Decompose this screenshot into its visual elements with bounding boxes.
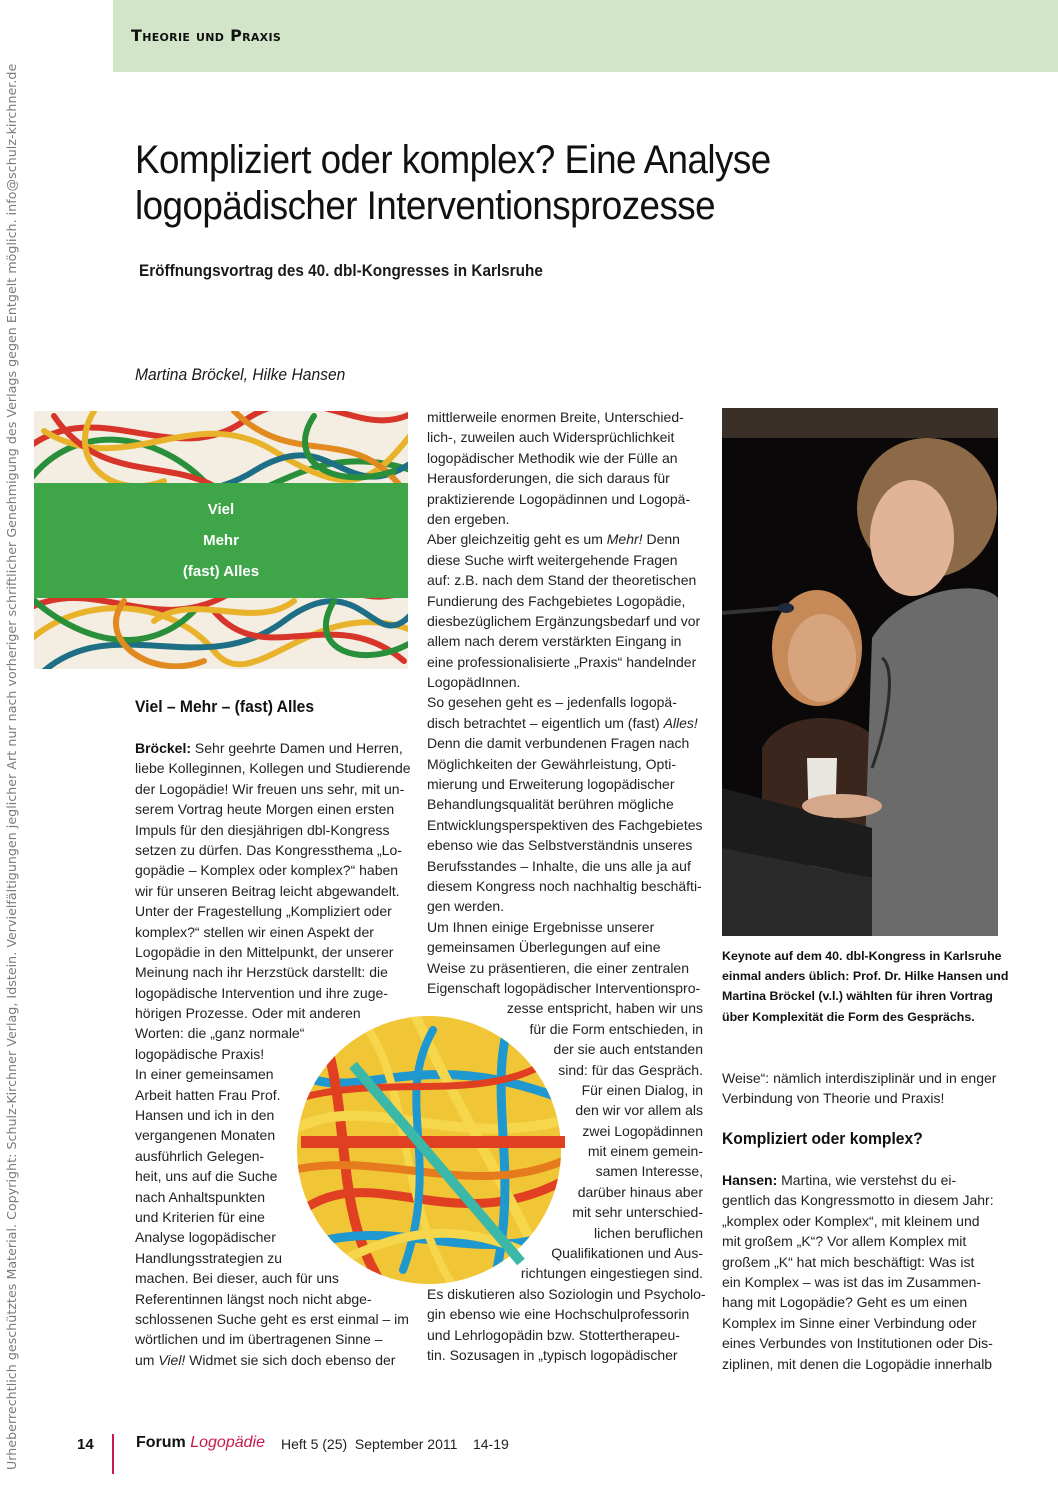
text-line: mierung und Erweiterung logopädischer bbox=[427, 776, 675, 793]
teaser-line: Viel bbox=[207, 501, 235, 518]
text-line: wir für unseren Beitrag leicht abgewandelt. bbox=[135, 882, 400, 899]
text-line: vergangenen Monaten bbox=[135, 1127, 276, 1144]
text-line: tin. Sozusagen in „typisch logopädischer bbox=[427, 1346, 678, 1363]
teaser-box bbox=[34, 483, 408, 598]
text-line: ein Komplex – was ist das im Zusammen- bbox=[722, 1273, 982, 1290]
text-line: logopädische Intervention und ihre zuge- bbox=[135, 984, 388, 1001]
text-line: Aber gleichzeitig geht es um Mehr! Denn bbox=[427, 531, 680, 548]
caption-line: über Komplexität die Form des Gesprächs. bbox=[722, 1009, 975, 1024]
emphasis: Viel! bbox=[158, 1351, 186, 1368]
journal-name: Forum Logopädie bbox=[136, 1434, 265, 1451]
text-line: Eigenschaft logopädischer Interventionspro- bbox=[427, 979, 701, 996]
text-line: ziplinen, mit denen die Logopädie innerhalb bbox=[722, 1355, 993, 1372]
text-line: Analyse logopädischer bbox=[135, 1229, 276, 1246]
section-heading-kompliziert-oder-komplex: Kompliziert oder komplex? bbox=[722, 1129, 923, 1148]
article-authors: Martina Bröckel, Hilke Hansen bbox=[135, 365, 346, 384]
text-line: Weise zu präsentieren, die einer zentralen bbox=[427, 959, 690, 976]
text-line: Für einen Dialog, in bbox=[581, 1081, 703, 1098]
issue-number: Heft 5 (25) bbox=[281, 1436, 348, 1452]
teaser-line: (fast) Alles bbox=[182, 563, 260, 580]
title-line: Kompliziert oder komplex? Eine Analyse bbox=[135, 138, 771, 182]
text-line: hang mit Logopädie? Geht es um einen bbox=[722, 1294, 968, 1311]
text-line: logopädische Praxis! bbox=[135, 1045, 265, 1062]
text-line: Qualifikationen und Aus- bbox=[551, 1245, 703, 1262]
copyright-notice: Urheberrechtlich geschütztes Material. Copyright: Schulz-Kirchner Verlag, Idstein. Vervielfältigungen jeglicher Art nur nach vorheriger schriftlicher Genehmigung des Verlags gegen Entgelt möglich. info@schulz-kirchner.de bbox=[4, 63, 19, 1470]
text-line: Fundierung des Fachgebietes Logopädie, bbox=[427, 592, 686, 609]
text-line: Logopädie in den Mittelpunkt, der unserer bbox=[135, 943, 394, 960]
text-line: den ergeben. bbox=[427, 510, 510, 527]
text-line: hörigen Prozesse. Oder mit anderen bbox=[135, 1005, 361, 1022]
text-line: der sie auch entstanden bbox=[553, 1041, 703, 1058]
text-line: diesbezüglichem Ergänzungsbedarf und vor bbox=[427, 612, 701, 629]
text-line: setzen zu dürfen. Das Kongressthema „Lo- bbox=[135, 841, 402, 858]
text-line: gemeinsamen Überlegungen auf eine bbox=[427, 939, 661, 956]
caption-line: einmal anders üblich: Prof. Dr. Hilke Hansen und bbox=[722, 969, 1009, 984]
text-line: diese Suche wirft weitergehende Fragen bbox=[427, 551, 678, 568]
text-line: logopädischer Methodik wie der Fülle an bbox=[427, 449, 678, 466]
text-line: praktizierende Logopädinnen und Logopä- bbox=[427, 490, 691, 507]
text-line: lichen beruflichen bbox=[594, 1224, 703, 1241]
footer-divider bbox=[112, 1434, 114, 1474]
text-line: mit sehr unterschied- bbox=[572, 1204, 703, 1221]
text-line: auf: z.B. nach dem Stand der theoretischen bbox=[427, 572, 697, 589]
text-line: Arbeit hatten Frau Prof. bbox=[135, 1086, 281, 1103]
text-line: Es diskutieren also Soziologin und Psycholo- bbox=[427, 1285, 706, 1302]
text-line: Um Ihnen einige Ergebnisse unserer bbox=[427, 918, 655, 935]
emphasis: Alles! bbox=[663, 714, 698, 731]
text-line: nach Anhaltspunkten bbox=[135, 1188, 265, 1205]
text-line: Entwicklungsperspektiven des Fachgebietes bbox=[427, 816, 703, 833]
page-number: 14 bbox=[77, 1436, 94, 1453]
caption-line: Martina Bröckel (v.l.) wählten für ihren Vortrag bbox=[722, 989, 993, 1004]
text-line: heit, uns auf die Suche bbox=[135, 1168, 278, 1185]
speaker-label: Hansen: bbox=[722, 1172, 778, 1188]
text-line: diesem Kongress noch nachhaltig beschäfti- bbox=[427, 877, 702, 894]
text-line: Weise“: nämlich interdisziplinär und in enger bbox=[722, 1070, 997, 1086]
text-line: ebenso wie das Selbstverständnis unseres bbox=[427, 837, 693, 854]
text-line: Berufsstandes – Inhalte, die uns alle ja auf bbox=[427, 857, 691, 874]
text-line: Komplex im Sinne einer Verbindung oder bbox=[722, 1314, 977, 1331]
text-line: der Logopädie! Wir freuen uns sehr, mit un- bbox=[135, 780, 405, 797]
text-line: mittlerweile enormen Breite, Unterschied- bbox=[427, 409, 684, 425]
column3-continuation bbox=[722, 1068, 996, 1109]
issue-date: September 2011 bbox=[354, 1436, 458, 1452]
text-line: Referentinnen längst noch nicht abge- bbox=[135, 1290, 372, 1307]
text-line: gopädie – Komplex oder komplex?“ haben bbox=[135, 862, 399, 879]
text-line: darüber hinaus aber bbox=[577, 1183, 703, 1200]
text-line: LogopädInnen. bbox=[427, 674, 521, 691]
photo-caption bbox=[722, 946, 1012, 1027]
text-line: samen Interesse, bbox=[595, 1163, 703, 1180]
text-line: allem nach derem verstärkten Eingang in bbox=[427, 633, 682, 650]
text-line: für die Form entschieden, in bbox=[529, 1020, 703, 1037]
text-line: um Viel! Widmet sie sich doch ebenso der bbox=[135, 1351, 396, 1368]
text-line: „komplex oder Komplex“, mit kleinem und bbox=[722, 1212, 980, 1229]
text-line: komplex?“ stellen wir einen Aspekt der bbox=[135, 923, 374, 940]
text-line: gin ebenso wie eine Hochschulprofessorin bbox=[427, 1306, 690, 1323]
column3-text bbox=[722, 1170, 994, 1374]
text-line: Möglichkeiten der Gewährleistung, Opti- bbox=[427, 755, 677, 772]
emphasis: Mehr! bbox=[606, 531, 643, 548]
text-line: machen. Bei dieser, auch für uns bbox=[135, 1270, 339, 1287]
text-line: Unter der Fragestellung „Kompliziert oder bbox=[135, 903, 392, 920]
text-line: und Lehrlogopädin bzw. Stottertherapeu- bbox=[427, 1326, 680, 1343]
text-line: Worten: die „ganz normale“ bbox=[135, 1025, 305, 1042]
text-line: serem Vortrag heute Morgen einen ersten bbox=[135, 801, 395, 818]
text-line: ausführlich Gelegen- bbox=[135, 1147, 265, 1164]
text-line: Meinung nach ihr Herzstück darstellt: die bbox=[135, 964, 388, 981]
text-line: eine professionalisierte „Praxis“ handelnder bbox=[427, 653, 697, 670]
text-line: mit einem gemein- bbox=[587, 1143, 703, 1160]
text-line: zwei Logopädinnen bbox=[582, 1122, 703, 1139]
text-line: Impuls für den diesjährigen dbl-Kongress bbox=[135, 821, 390, 838]
text-line: Herausforderungen, die sich daraus für bbox=[427, 470, 670, 487]
text-line: sind: für das Gespräch. bbox=[558, 1061, 703, 1078]
text-line: schlossenen Suche geht es erst einmal – im bbox=[135, 1310, 409, 1327]
text-line: richtungen eingestiegen sind. bbox=[520, 1265, 703, 1282]
issue-info bbox=[281, 1436, 509, 1452]
section-heading-viel-mehr-alles: Viel – Mehr – (fast) Alles bbox=[135, 697, 315, 716]
text-line: Handlungsstrategien zu bbox=[135, 1249, 283, 1266]
keynote-photo bbox=[722, 408, 998, 936]
text-line: mit großem „K“? Vor allem Komplex mit bbox=[722, 1233, 967, 1250]
text-line: Hansen: Martina, wie verstehst du ei- bbox=[722, 1172, 957, 1188]
column2-text bbox=[427, 407, 706, 1365]
text-line: wörtlichen und im übertragenen Sinne – bbox=[135, 1331, 383, 1348]
title-line: logopädischer Interventionsprozesse bbox=[135, 184, 716, 228]
text-line: und Kriterien für eine bbox=[135, 1208, 265, 1225]
text-line: disch betrachtet – eigentlich um (fast) Alles! bbox=[427, 714, 698, 731]
teaser-line: Mehr bbox=[203, 532, 239, 549]
text-line: Hansen und ich in den bbox=[135, 1107, 275, 1124]
section-label: Theorie und Praxis bbox=[131, 26, 282, 45]
text-line: Bröckel: Sehr geehrte Damen und Herren, bbox=[135, 740, 403, 756]
page-range: 14-19 bbox=[472, 1436, 509, 1452]
text-line: großem „K“ hat mich beschäftigt: Was ist bbox=[722, 1253, 975, 1270]
text-line: Denn die damit verbundenen Fragen nach bbox=[427, 735, 690, 752]
text-line: gen werden. bbox=[427, 898, 505, 915]
caption-line: Keynote auf dem 40. dbl-Kongress in Karlsruhe bbox=[722, 949, 1002, 963]
text-line: zesse entspricht, haben wir uns bbox=[506, 1000, 703, 1017]
text-line: lich-, zuweilen auch Widersprüchlichkeit bbox=[427, 429, 675, 446]
text-line: liebe Kolleginnen, Kollegen und Studierende bbox=[135, 760, 411, 777]
text-line: In einer gemeinsamen bbox=[135, 1066, 274, 1083]
article-title bbox=[135, 137, 834, 229]
text-line: Verbindung von Theorie und Praxis! bbox=[722, 1090, 945, 1107]
speaker-label: Bröckel: bbox=[135, 740, 192, 756]
text-line: Behandlungsqualität berühren mögliche bbox=[427, 796, 674, 813]
article-subtitle: Eröffnungsvortrag des 40. dbl-Kongresses in Karlsruhe bbox=[139, 261, 543, 280]
text-line: eines Verbundes von Institutionen oder Dis- bbox=[722, 1335, 993, 1352]
text-line: gentlich das Kongressmotto in diesem Jahr: bbox=[722, 1192, 994, 1209]
text-line: den wir vor allem als bbox=[575, 1102, 703, 1119]
text-line: So gesehen geht es – jedenfalls logopä- bbox=[427, 694, 677, 711]
